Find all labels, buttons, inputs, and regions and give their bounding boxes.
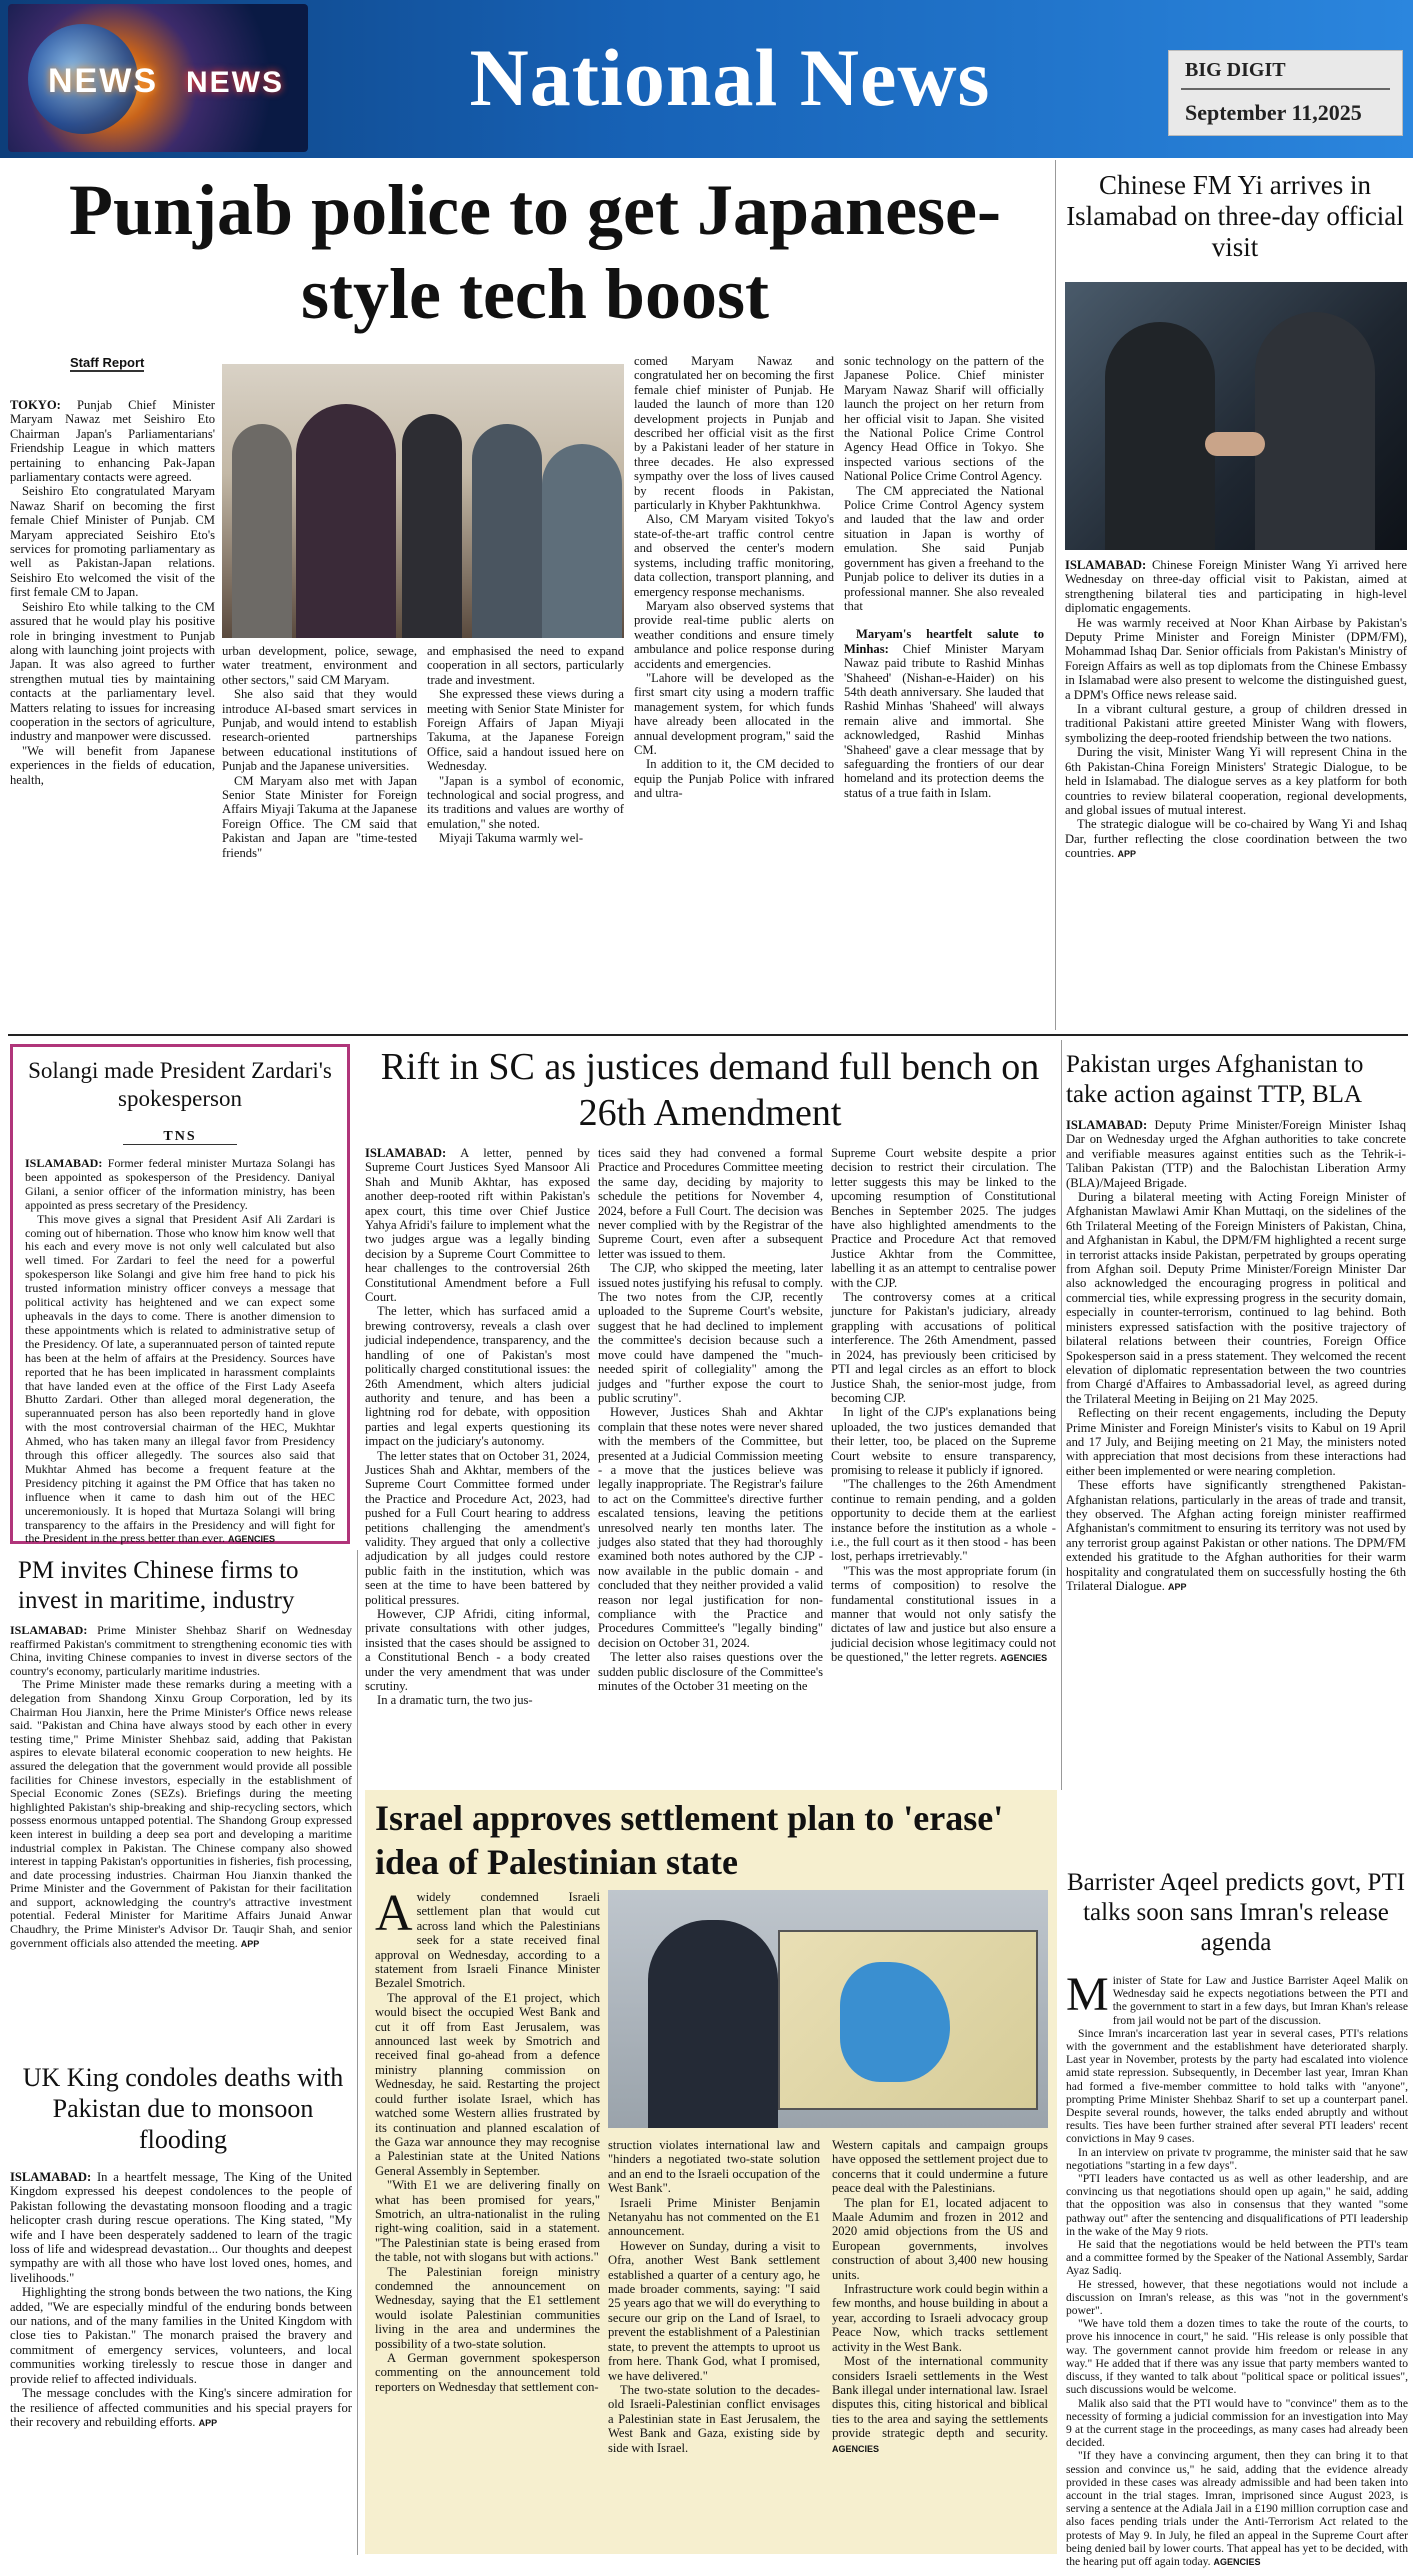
solangi-byline: TNS: [123, 1129, 236, 1145]
handshake-icon: [1205, 432, 1265, 456]
person-figure-dar: [1255, 312, 1375, 550]
map-region-icon: [840, 1962, 950, 2082]
chinese-fm-body: ISLAMABAD: Chinese Foreign Minister Wang Yi arrived here Wednesday on three-day official visit to Pakistan, aimed at strengthening bilateral ties and participating in high-level diplomatic engagements. He was warmly received at Noor Khan Airbase by Pakistan's Deputy Prime Minister and Foreign Minister (DPM/FM), Mohammad Ishaq Dar. Senior officials from Pakistan's Ministry of Foreign Affairs as well as top diplomats from the Chinese Embassy in Islamabad were also present to welcome the distinguished guest, a DPM's Office news release said. In a vibrant cultural gesture, a group of children dressed in traditional Pakistani attire greeted Minister Wang with flowers, symbolizing the deep-rooted friendship between the two nations. During the visit, Minister Wang Yi will represent China in the 6th Pakistan-China Foreign Ministers' Strategic Dialogue, to be held in Islamabad. The dialogue serves as a key platform for both countries to review bilateral cooperation, regional developments, and global issues of mutual interest. The strategic dialogue will be co-chaired by Wang Yi and Ishaq Dar, further reflecting the close coordination between the two countries. APP: [1065, 558, 1407, 861]
israel-col-1: Awidely condemned Israeli settlement plan that would cut across land which the Palestinians seek for a state received final approval on Wednesday, according to a statement from Israeli Finance Minister Bezalel Smotrich. The approval of the E1 project, which would bisect the occupied West Bank and cut it off from East Jerusalem, was announced last week by Smotrich and received final go-ahead from a defence ministry planning commission on Wednesday, he said. Restarting the project could further isolate Israel, which has watched some Western allies frustrated by its continuation and planned escalation of the Gaza war announce they may recognise a Palestinian state at the United Nations General Assembly in September. "With E1 we are delivering finally on what has been promised for years," Smotrich, an ultra-nationalist in the ruling right-wing coalition, said in a statement. "The Palestinian state is being erased from the table, not with slogans but with actions." The Palestinian foreign ministry condemned the announcement on Wednesday, saying that the E1 settlement would isolate Palestinian communities living in the area and undermines the possibility of a two-state solution. A German government spokesperson commenting on the announcement told reporters on Wednesday that settlement con-: [375, 1885, 600, 2394]
rift-headline: Rift in SC as justices demand full bench on 26th Amendment: [380, 1046, 1040, 1134]
lead-photo: [222, 364, 624, 638]
lead-col-4: comed Maryam Nawaz and congratulated her on becoming the first female chief minister of Punjab. He lauded the launch of more than 120 development projects in Punjab and described her official visit as the first by a Pakistani leader of her stature in three decades. He also expressed sympathy over the loss of lives caused by recent floods in Pakistan, particularly in Khyber Pakhtunkhwa. Also, CM Maryam visited Tokyo's state-of-the-art traffic control centre and observed the center's modern systems, including traffic monitoring, data collection, transport planning, and emergency response mechanisms. Maryam also observed systems that provide real-time public alerts on weather conditions and ensure timely ambulance and police response during accidents and emergencies. "Lahore will be developed as the first smart city using a modern traffic management system, for which funds have already been allocated in the annual development program," said the CM. In addition to it, the CM decided to equip the Punjab Police with infrared and ultra-: [634, 354, 834, 801]
israel-col-3: Western capitals and campaign groups have opposed the settlement project due to concerns that it could undermine a future peace deal with the Palestinians. The plan for E1, located adjacent to Maale Adumim and frozen in 2012 and 2020 amid objections from the US and European governments, involves construction of about 3,400 new housing units. Infrastructure work could begin within a few months, and house building in about a year, according to Israeli advocacy group Peace Now, which tracks settlement activity in the West Bank. Most of the international community considers Israeli settlements in the West Bank illegal under international law. Israel disputes this, citing historical and biblical ties to the area and saying the settlements provide strategic depth and security. AGENCIES: [832, 2138, 1048, 2454]
chinese-fm-headline: Chinese FM Yi arrives in Islamabad on three-day official visit: [1066, 170, 1404, 262]
masthead-news-graphic: [8, 4, 308, 152]
issue-date: September 11,2025: [1185, 100, 1362, 125]
person-figure-wang: [1105, 322, 1215, 550]
person-figure-4: [472, 424, 542, 638]
afghanistan-body: ISLAMABAD: Deputy Prime Minister/Foreign Minister Ishaq Dar on Wednesday urged the Afghan authorities to take concrete and verifiable measures against entities such as the Tehrik-i-Taliban Pakistan (TTP) and the Balochistan Liberation Army (BLA)/Majeed Brigade. During a bilateral meeting with Acting Foreign Minister of Afghanistan Mawlawi Amir Khan Muttaqi, on the sidelines of the 6th Trilateral Meeting of the Foreign Ministers of Pakistan, China, and Afghanistan in Kabul, the DPM/FM highlighted a recent surge in terrorist attacks inside Pakistan, perpetrated by groups operating from Afghan soil. Deputy Prime Minister/Foreign Minister Dar also acknowledged the encouraging progress in political and commercial ties, while expressing progress in the security domain, especially in counter-terrorism, continued to lag behind. Both ministers expressed satisfaction with the positive trajectory of bilateral relations between their countries, Foreign Office Spokesperson said in a press statement. They welcomed the recent elevation of diplomatic representation between the two countries from Chargé d'Affaires to Ambassadorial level, as agreed during the Trilateral Meeting in Beijing on 21 May 2025. Reflecting on their recent engagements, including the Deputy Prime Minister and Foreign Minister's visits to Kabul on 19 April and 17 July, and Beijing meeting on 21 May, the ministers noted with appreciation that most decisions from these interactions had either been implemented or were nearing completion. These efforts have significantly strengthened Pakistan-Afghanistan relations, particularly in the areas of trade and transit, they observed. The Afghan acting foreign minister reaffirmed Afghanistan's commitment to ensuring its territory was not used by any terrorist group against Pakistan or other nations. The DPM/FM extended his gratitude to the Afghan authorities for their warm hospitality and congratulated them on successfully hosting the 6th Trilateral Dialogue. APP: [1066, 1118, 1406, 1593]
masthead: [0, 0, 1413, 158]
israel-dropcap: A: [375, 1885, 413, 1942]
pm-invites-body: ISLAMABAD: Prime Minister Shehbaz Sharif on Wednesday reaffirmed Pakistan's commitment to strengthening economic ties with China, inviting Chinese companies to invest in diverse sectors of the country's economy, particularly maritime industries. The Prime Minister made these remarks during a meeting with a delegation from Shandong Xinxu Group Corporation, led by its Chairman Hou Jianxin, here the Prime Minister's Office news release said. "Pakistan and China have always stood by each other in every testing time," Prime Minister Shehbaz said, adding that Pakistan aspires to elevate bilateral economic cooperation to new heights. He assured the delegation that the government would provide all possible facilities for Chinese investors, especially in the establishment of Special Economic Zones (SEZs). Briefings during the meeting highlighted Pakistan's ship-breaking and ship-recycling sectors, which possess enormous untapped potential. The Shandong Group expressed keen interest in building a deep sea port and developing a maritime industrial complex in Pakistan. The Chinese company also showed interest in tapping Pakistan's opportunities in fisheries, fish processing, and date processing industries. Chairman Hou Jianxin thanked the Prime Minister and the Government of Pakistan for their facilitation and support, acknowledging the country's attractive investment potential. Federal Minister for Maritime Affairs Junaid Anwar Chaudhry, the Prime Minister's Advisor Dr. Tauqir Shah, and senior government officials also attended the meeting. APP: [10, 1623, 353, 1950]
person-figure-2: [296, 404, 396, 638]
masthead-banner-word-1: NEWS: [48, 62, 158, 100]
lead-col-3: and emphasised the need to expand cooperation in all sectors, particularly trade and investment. She expressed these views during a meeting with Senior State Minister for Foreign Affairs of Japan Miyaji Takuma, at the Japanese Foreign Office, said a handout issued here on Wednesday. "Japan is a symbol of economic, technological and social progress, and its traditions and values are worthy of emulation," she noted. Miyaji Takuma warmly wel-: [427, 644, 624, 846]
masthead-title: National News: [469, 32, 991, 123]
rift-col-1: ISLAMABAD: A letter, penned by Supreme Court Justices Syed Mansoor Ali Shah and Munib Akhtar, has exposed another deep-rooted rift within Pakistan's apex court, this time over Chief Justice Yahya Afridi's failure to implement what the two judges argue was a legally binding decision by a Supreme Court Committee to hear challenges to the controversial 26th Constitutional Amendment before a Full Court. The letter, which has surfaced amid a brewing controversy, reveals a clash over judicial independence, transparency, and the handling of one of Pakistan's most politically charged constitutional issues: the 26th Amendment, which alters judicial authority and tenure, and has been a lightning rod for debate, with opposition parties and legal experts questioning its impact on the judiciary's autonomy. The letter states that on October 31, 2024, Justices Shah and Akhtar, members of the Supreme Court Committee formed under the Practice and Procedure Act, 2023, had pushed for a Full Court hearing to address petitions challenging the amendment's validity. They argued that only a collective adjudication by all judges could restore public faith in the institution, which was seen at the time to have been battered by political pressures. However, CJP Afridi, citing informal, private consultations with other judges, insisted that the cases should be assigned to a Constitutional Bench - a body created under the very amendment that was under scrutiny. In a dramatic turn, the two jus-: [365, 1146, 590, 1708]
barrister-body: Minister of State for Law and Justice Barrister Aqeel Malik on Wednesday said he expects negotiations between the PTI and the government to start in a few days, but Imran Khan's release from jail would not be part of the discussion. Since Imran's incarceration last year in several cases, PTI's relations with the government and the establishment have deteriorated sharply. Last year in November, protests by the party had escalated into violence amid state repression. Subsequently, in December last year, Imran Khan had formed a five-member committee to hold talks with "anyone", prompting Prime Minister Shehbaz Sharif to set up a counterpart panel. Despite several rounds, however, the talks ended abruptly and without results. Ties have been further strained after several PTI leaders' recent convictions in May 9 cases. In an interview on private tv programme, the minister said that he saw negotiations "starting in a few days". "PTI leaders have contacted us as well as other leadership, and are convincing us that negotiations should open up again," he said, adding that the opposition was also in consensus that they wanted "some pathway out" after the sentencing and disqualifications of PTI leadership in the wake of the May 9 riots. He said that the negotiations would be held between the PTI's team and a committee formed by the Speaker of the National Assembly, Sardar Ayaz Sadiq. He stressed, however, that these negotiations would not include a discussion on Imran's release, as this was "not in the government's power". "We have told them a dozen times to take the route of the courts, to prove his innocence in court," he said. "His release is only possible that way. The government cannot provide him freedom or release in any way." He added that if there was any issue that party members wanted to discuss, if they wanted to talk about "political space or political issues", such discussions would be welcome. Malik also said that the PTI would have to "convince" them as to the necessity of forming a judicial commission for an investigation into May 9 at the current stage in the proceedings, as many cases had already been decided. "If they have a convincing argument, then they can bring it to that session and convince us," he said, adding that the evidence already provided in these cases was already admissible and had been taken into account in the trial stages. Imran, imprisoned since August 2023, is serving a sentence at the Adiala Jail in a £190 million corruption case and also faces pending trials under the Anti-Terrorism Act related to the protests of May 9. In July, he filed an appeal in the Supreme Court after being denied bail by lower courts. That appeal has yet to be decided, with the hearing put off again today. AGENCIES: [1066, 1968, 1408, 2568]
solangi-box: Solangi made President Zardari's spokesperson TNS ISLAMABAD: Former federal minister Murtaza Solangi has been appointed as spokesperson of the Presidency. Daniyal Gilani, a senior officer of the information ministry, has been appointed as press secretary of the Presidency. This move gives a signal that President Asif Ali Zardari is coming out of hibernation. Those who know him know well that his each and every move is not only well calculated but also well timed. For Zardari to feel the need for a powerful spokesperson like Solangi and give him free hand to pick his trusted information ministry officer conveys a message that political activity has heightened and we can expect some upheavals in the days to come. There is another dimension to these appointments which is related to administrative setup of the Presidency. Of late, a superannuated person of tainted repute has been at the helm of affairs at the Presidency. Sources have reported that he has been implicated in harassment complaints that have landed even at the office of the First Lady Aseefa Bhutto Zardari. Other than alleged moral degeneration, the superannuated person has also been reportedly hand in glove with the most controversial chairman of the HEC, Mukhtar Ahmed, who has taken many an illegal favor from Presidency through this officer allegedly. The sources also said that Mukhtar Ahmed has become a frequent feature at the Presidency pitching it against the PM Office that has taken no influence when it came to dash him out of the HEC unceremoniously. It is hoped that Murtaza Solangi will bring transparency to the affairs in the Presidency and will fight for the President in the press better than ever. AGENCIES: [10, 1044, 350, 1544]
israel-photo: [608, 1890, 1048, 2128]
uk-king-body: ISLAMABAD: In a heartfelt message, The King of the United Kingdom expressed his deepest condolences to the people of Pakistan following the devastating monsoon flooding and a tragic helicopter crash during rescue operations. The King stated, "My wife and I have been desperately saddened to learn of the tragic loss of life and widespread devastation... Our thoughts and deepest sympathy are with all those who have lost loved ones, homes, and livelihoods." Highlighting the strong bonds between the two nations, the King added, "We are especially mindful of the enduring bonds between our nations, and of the many families in the United Kingdom with close ties to Pakistan." The monarch praised the bravery and commitment of emergency services, volunteers, and local communities working tirelessly to rescue those in danger and provide relief to affected individuals. The message concludes with the King's sincere admiration for the resilience of affected communities and his special prayers for their recovery and rebuilding efforts. APP: [10, 2170, 352, 2429]
rift-col-2: tices said they had convened a formal Practice and Procedures Committee meeting the same day, deciding by majority to schedule the petitions for November 4, 2024, before a Full Court. The decision was never complied with by the Registrar of the Supreme Court, even after a subsequent letter was issued to them. The CJP, who skipped the meeting, later issued notes justifying his refusal to comply. The two notes from the CJP, recently uploaded to the Supreme Court's website, suggest that he had declined to implement the committee's decision because such a move could have dampened the "much-needed spirit of collegiality" among the judges and "further expose the court to public scrutiny". However, Justices Shah and Akhtar complain that these notes were never shared with the members of the Committee, but presented at a Judicial Commission meeting - a move that the justices believe was legally inappropriate. The Registrar's failure to act on the Committee's directive further escalated tensions, leaving the petitions unresolved nearly ten months later. The judges also stated that they had thoroughly examined both notes authored by the CJP - now available in the public domain - and concluded that they neither provided a valid reason nor legal justification for non-compliance with the Practice and Procedures Committee's "legally binding" decision on October 31, 2024. The letter also raises questions over the sudden public disclosure of the Committee's minutes of the October 31 meeting on the: [598, 1146, 823, 1694]
solangi-headline: Solangi made President Zardari's spokesperson: [28, 1058, 332, 1111]
lead-col-5: sonic technology on the pattern of the Japanese Police. Chief minister Maryam Nawaz Sharif will officially launch the project on her return from her official visit to Japan. She visited the National Police Crime Control Agency Head Office in Tokyo. She inspected various sections of the National Police Crime Control Agency. The CM appreciated the National Police Crime Control Agency system and lauded that the law and order situation in Japan is worthy of emulation. She said Punjab government has given a freehand to the Punjab police to deliver its duties in a professional manner. She also revealed that Maryam's heartfelt salute to Minhas: Chief Minister Maryam Nawaz paid tribute to Rashid Minhas 'Shaheed' (Nishan-e-Haider) on his 54th death anniversary. She lauded that Rashid Minhas 'Shaheed' will always remain alive and immortal. She acknowledged, Rashid Minhas 'Shaheed' gave a clear message that by safeguarding the frontiers of our dear homeland and its protection deems the status of a true faith in Islam.: [844, 354, 1044, 800]
person-figure-smotrich: [648, 1920, 778, 2128]
person-figure-1: [232, 424, 292, 638]
publisher-name: BIG DIGIT: [1185, 59, 1286, 81]
lead-col-1: TOKYO: Punjab Chief Minister Maryam Nawaz met Seishiro Eto Chairman Japan's Parliamentarians' Friendship League in which matters pertaining to enhancing Pak-Japan parliamentary contacts were agreed. Seishiro Eto congratulated Maryam Nawaz Sharif on becoming the first female Chief Minister of Punjab. CM Maryam appreciated Seishiro Eto's services for promoting parliamentary as well as Pakistan-Japan relations. Seishiro Eto welcomed the visit of the first female CM to Japan. Seishiro Eto while talking to the CM assured that he would play his positive role in bringing investment to Punjab along with launching joint projects with Japan. It was also agreed to further strengthen mutual ties by maintaining contacts at the parliamentary level. Matters relating to issues for increasing cooperation in the sectors of agriculture, industry and manpower were discussed. "We will benefit from Japanese experiences in the fields of education, health,: [10, 398, 215, 787]
chinese-fm-photo: [1065, 282, 1407, 550]
afghanistan-headline: Pakistan urges Afghanistan to take action against TTP, BLA: [1066, 1051, 1364, 1108]
lead-headline: Punjab police to get Japanese-style tech boost: [69, 170, 1001, 334]
lead-col-2: urban development, police, sewage, water treatment, environment and other sectors," said CM Maryam. She also said that they would introduce AI-based smart services in Punjab, and would intend to establish research-oriented partnerships between educational institutions of Punjab and the Japanese universities. CM Maryam also met with Japan Senior State Minister for Foreign Affairs Miyaji Takuma at the Japanese Foreign Office. The CM said that Pakistan and Japan are "time-tested friends": [222, 644, 417, 860]
pm-invites-headline: PM invites Chinese firms to invest in maritime, industry: [18, 1557, 299, 1614]
barrister-headline: Barrister Aqeel predicts govt, PTI talks soon sans Imran's release agenda: [1066, 1869, 1406, 1956]
rift-col-3: Supreme Court website despite a prior decision to restrict their circulation. The letter suggests this may be linked to the upcoming resumption of Constitutional Benches in September 2025. The judges have also highlighted amendments to the Practice and Procedure Act that removed Justice Akhtar from the Committee, labelling it as an attempt to centralise power with the CJP. The controversy comes at a critical juncture for Pakistan's judiciary, already grappling with accusations of political interference. The 26th Amendment, passed in 2024, has previously been criticised by PTI and legal circles as an effort to block Justice Shah, the senior-most judge, from becoming CJP. In light of the CJP's explanations being uploaded, the two justices demanded that their letter, too, be placed on the Supreme Court website to ensure transparency, promising to release it publicly if ignored. "The challenges to the 26th Amendment continue to remain pending, and a golden opportunity to decide them at the earliest instance before the institution as a whole - i.e., the full court as it then stood - has been lost, perhaps irretrievably." "This was the most appropriate forum (in terms of composition) to resolve the fundamental constitutional issues in a manner that would not only satisfy the dictates of law and justice but also ensure a judicial decision whose legitimacy could not be questioned," the letter regrets. AGENCIES: [831, 1146, 1056, 1665]
israel-headline: Israel approves settlement plan to 'erase' idea of Palestinian state: [375, 1798, 1004, 1882]
uk-king-headline: UK King condoles deaths with Pakistan due to monsoon flooding: [22, 2063, 344, 2154]
masthead-date-box: [1168, 50, 1403, 136]
lead-byline: Staff Report: [70, 355, 145, 370]
israel-map-board: [778, 1930, 1038, 2110]
masthead-banner-word-2: NEWS: [186, 66, 284, 99]
israel-col-2: struction violates international law and "hinders a negotiated two-state solution and an end to the Israeli occupation of the West Bank". Israeli Prime Minister Benjamin Netanyahu has not commented on the E1 announcement. However on Sunday, during a visit to Ofra, another West Bank settlement established a quarter of a century ago, he made broader comments, saying: "I said 25 years ago that we will do everything to secure our grip on the Land of Israel, to prevent the establishment of a Palestinian state, to prevent the attempts to uproot us from here. Thank God, what I promised, we have delivered." The two-state solution to the decades-old Israeli-Palestinian conflict envisages a Palestinian state in East Jerusalem, the West Bank and Gaza, existing side by side with Israel.: [608, 2138, 820, 2455]
person-figure-3: [402, 414, 462, 638]
person-figure-5: [542, 444, 622, 638]
barrister-dropcap: M: [1066, 1968, 1109, 2021]
minhas-subhead: Maryam's heartfelt salute to Minhas:: [844, 627, 1044, 656]
